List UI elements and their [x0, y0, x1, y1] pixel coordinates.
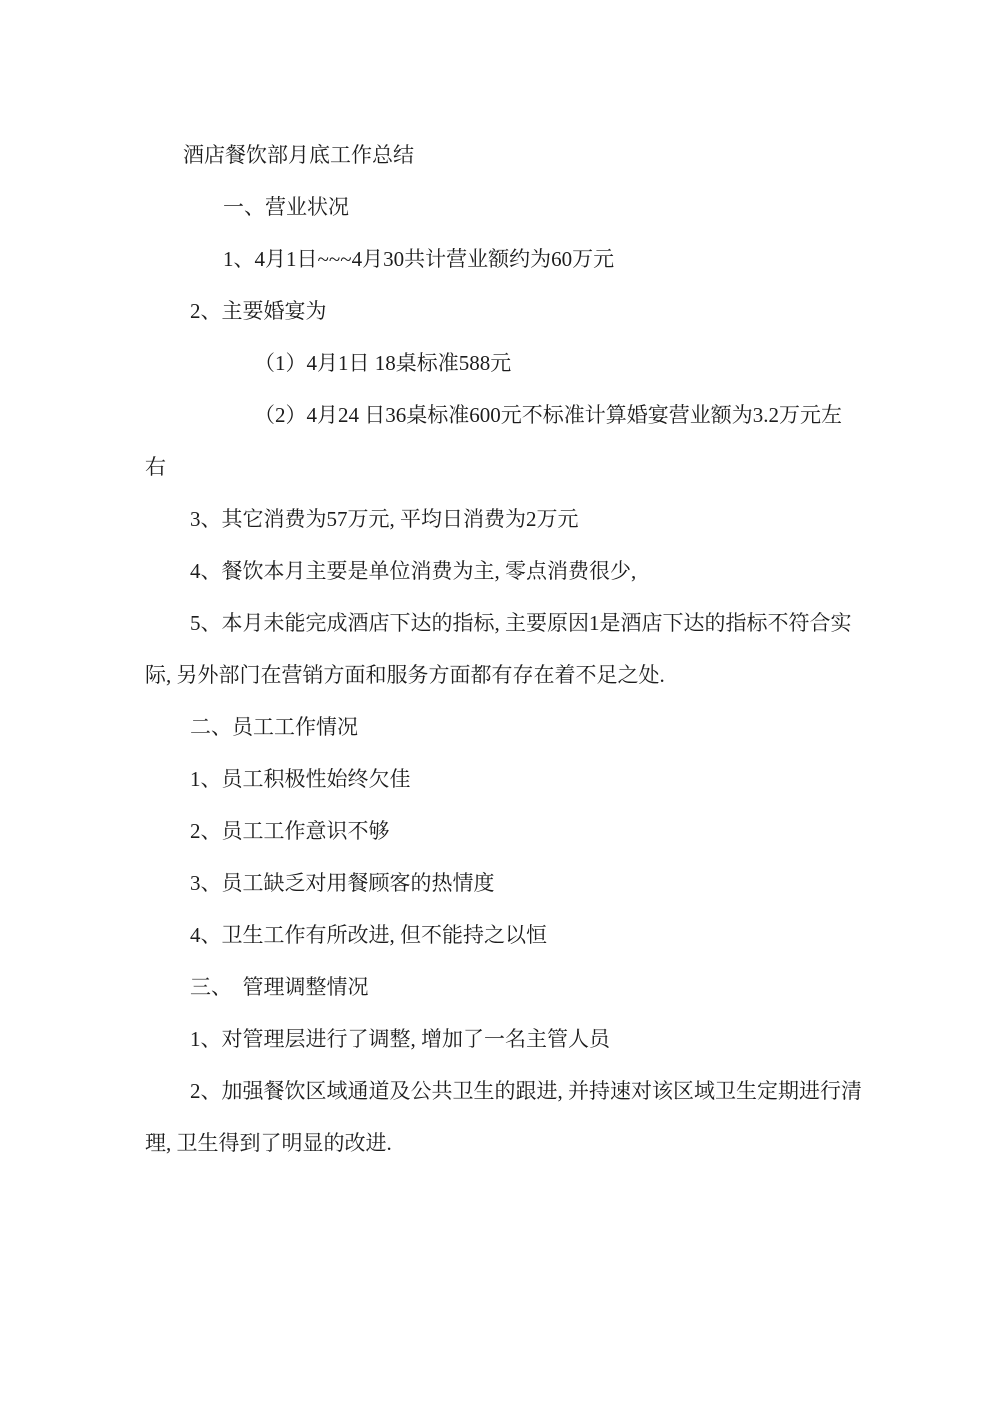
- s1-item-2-sub-2-continuation: 右: [145, 455, 166, 479]
- s2-item-3: 3、员工缺乏对用餐顾客的热情度: [190, 871, 495, 895]
- s3-item-2-continuation: 理, 卫生得到了明显的改进.: [145, 1131, 392, 1155]
- s2-item-4: 4、卫生工作有所改进, 但不能持之以恒: [190, 923, 547, 947]
- section-1-heading: 一、营业状况: [223, 195, 349, 219]
- s1-item-4: 4、餐饮本月主要是单位消费为主, 零点消费很少,: [190, 559, 637, 583]
- s1-item-2-sub-1: （1）4月1日 18桌标准588元: [254, 351, 512, 375]
- s2-item-2: 2、员工工作意识不够: [190, 819, 390, 843]
- section-2-heading: 二、员工工作情况: [190, 715, 358, 739]
- s2-item-1: 1、员工积极性始终欠佳: [190, 767, 411, 791]
- s3-item-1: 1、对管理层进行了调整, 增加了一名主管人员: [190, 1027, 610, 1051]
- s1-item-1: 1、4月1日~~~4月30共计营业额约为60万元: [223, 247, 615, 271]
- section-3-heading: 三、 管理调整情况: [190, 975, 369, 999]
- doc-title: 酒店餐饮部月底工作总结: [183, 143, 414, 167]
- s3-item-2: 2、加强餐饮区域通道及公共卫生的跟进, 并持速对该区域卫生定期进行清: [190, 1079, 862, 1103]
- s1-item-2-sub-2: （2）4月24 日36桌标准600元不标准计算婚宴营业额为3.2万元左: [254, 403, 842, 427]
- s1-item-2: 2、主要婚宴为: [190, 299, 327, 323]
- s1-item-3: 3、其它消费为57万元, 平均日消费为2万元: [190, 507, 579, 531]
- s1-item-5-continuation: 际, 另外部门在营销方面和服务方面都有存在着不足之处.: [145, 663, 665, 687]
- s1-item-5: 5、本月未能完成酒店下达的指标, 主要原因1是酒店下达的指标不符合实: [190, 611, 852, 635]
